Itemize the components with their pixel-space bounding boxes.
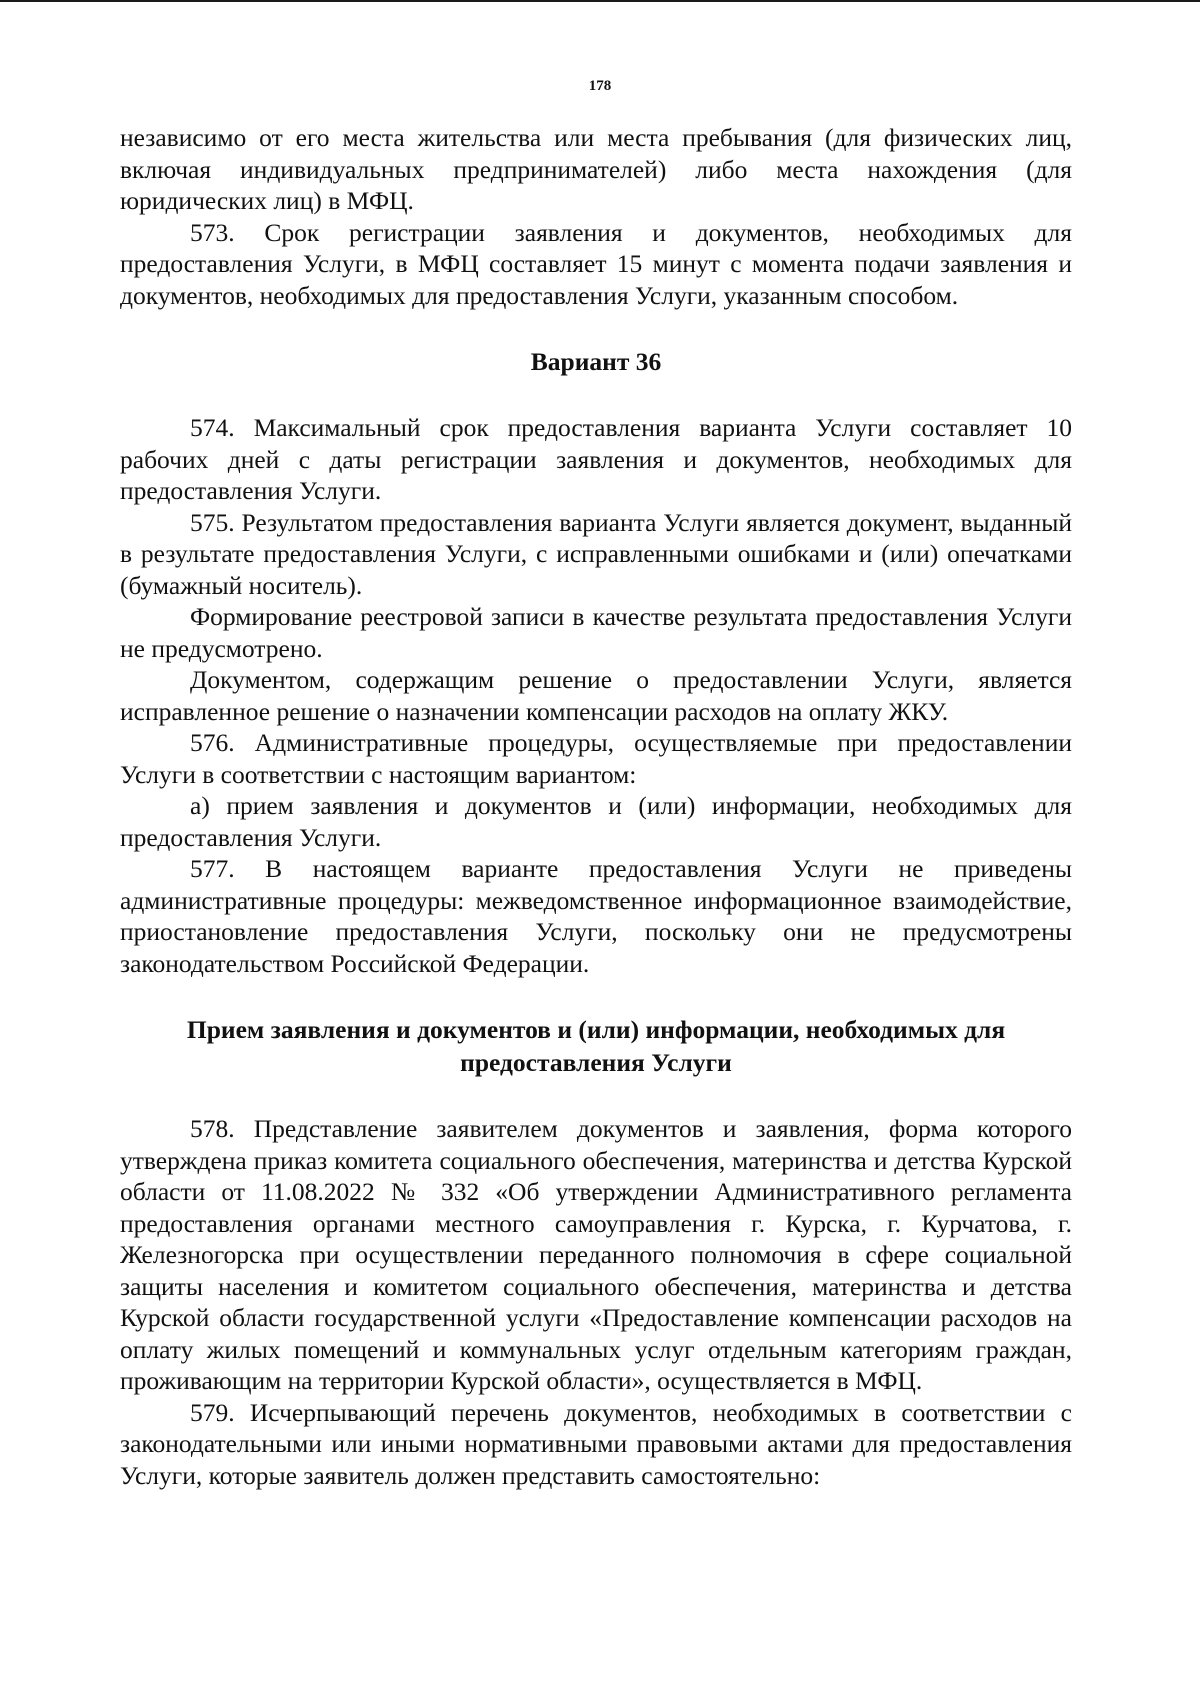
top-border-line — [0, 0, 1200, 2]
paragraph-579: 579. Исчерпывающий перечень документов, необходимых в соответствии с законодательными или иными нормативными правовыми актами для предоставления Услуги, которые заявитель должен представить самостоятельно: — [120, 1397, 1072, 1490]
paragraph-577: 577. В настоящем варианте предоставления Услуги не приведены административные процедуры: межведомственное информационное взаимодействие, приостановление предоставления Услуги, поскольку они не предусмотрены законодательством Российской Федерации. — [120, 854, 1072, 978]
section-heading-reception: Прием заявления и документов и (или) информации, необходимых для предоставления Услуги — [186, 1015, 1006, 1077]
paragraph-576-a: а) прием заявления и документов и (или) информации, необходимых для предоставления Услуги. — [120, 791, 1072, 852]
section-heading-variant: Вариант 36 — [530, 347, 662, 376]
page-number: 178 — [588, 78, 612, 94]
paragraph-decision-document: Документом, содержащим решение о предоставлении Услуги, является исправленное решение о назначении компенсации расходов на оплату ЖКУ. — [120, 665, 1072, 726]
paragraph-574: 574. Максимальный срок предоставления варианта Услуги составляет 10 рабочих дней с даты регистрации заявления и документов, необходимых для предоставления Услуги. — [120, 413, 1072, 505]
paragraph-continuation: независимо от его места жительства или места пребывания (для физических лиц, включая индивидуальных предпринимателей) либо места нахождения (для юридических лиц) в МФЦ. — [120, 123, 1072, 215]
paragraph-578: 578. Представление заявителем документов и заявления, форма которого утверждена приказ комитета социального обеспечения, материнства и детства Курской области от 11.08.2022 № 332 «Об утверждении Административного регламента предоставления органами местного самоуправления г. Курска, г. Курчатова, г. Железногорска при осуществлении переданного полномочия в сфере социальной защиты населения и комитетом социального обеспечения, материнства и детства Курской области государственной услуги «Предоставление компенсации расходов на оплату жилых помещений и коммунальных услуг отдельным категориям граждан, проживающим на территории Курской области», осуществляется в МФЦ. — [120, 1114, 1072, 1395]
paragraph-576: 576. Административные процедуры, осуществляемые при предоставлении Услуги в соответствии с настоящим вариантом: — [120, 728, 1072, 789]
paragraph-573: 573. Срок регистрации заявления и документов, необходимых для предоставления Услуги, в МФЦ составляет 15 минут с момента подачи заявления и документов, необходимых для предоставления Услуги, указанным способом. — [120, 217, 1072, 310]
paragraph-575: 575. Результатом предоставления варианта Услуги является документ, выданный в результате предоставления Услуги, с исправленными ошибками и (или) опечатками (бумажный носитель). — [120, 507, 1072, 600]
document-body — [120, 122, 1072, 1491]
paragraph-registry-record: Формирование реестровой записи в качестве результата предоставления Услуги не предусмотрено. — [120, 602, 1072, 663]
